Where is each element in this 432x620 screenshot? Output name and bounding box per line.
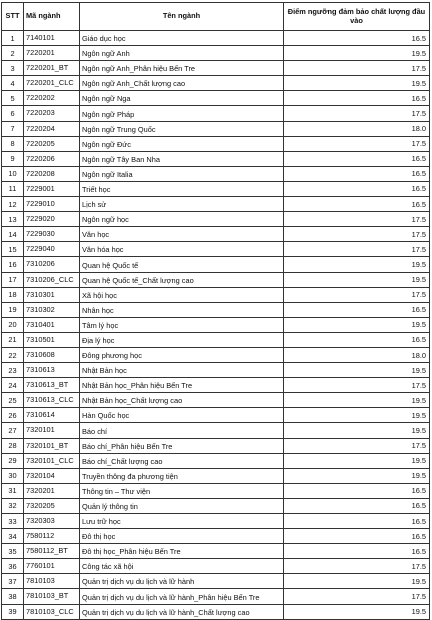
table-row <box>2 166 430 181</box>
cell-name: Thông tin – Thư viện <box>80 483 284 498</box>
cell-code: 7220202 <box>24 91 80 106</box>
table-row <box>2 46 430 61</box>
cell-code: 7220201_CLC <box>24 76 80 91</box>
cell-code: 7229001 <box>24 181 80 196</box>
cell-name: Báo chí_Phân hiệu Bến Tre <box>80 438 284 453</box>
cell-stt: 16 <box>2 257 24 272</box>
cell-stt: 38 <box>2 589 24 604</box>
table-row <box>2 529 430 544</box>
cell-score: 19.5 <box>284 76 430 91</box>
cell-score: 19.5 <box>284 604 430 619</box>
cell-score: 19.5 <box>284 408 430 423</box>
cell-score: 16.5 <box>284 544 430 559</box>
header-score: Điểm ngưỡng đảm bảo chất lượng đầu vào <box>284 3 430 31</box>
cell-stt: 31 <box>2 483 24 498</box>
table-row <box>2 151 430 166</box>
cell-stt: 9 <box>2 151 24 166</box>
cell-score: 16.5 <box>284 514 430 529</box>
cell-stt: 2 <box>2 46 24 61</box>
cell-code: 7220208 <box>24 166 80 181</box>
table-row <box>2 378 430 393</box>
cell-code: 7810103_BT <box>24 589 80 604</box>
header-stt: STT <box>2 3 24 31</box>
cell-code: 7140101 <box>24 31 80 46</box>
cell-name: Hàn Quốc học <box>80 408 284 423</box>
cell-score: 19.5 <box>284 393 430 408</box>
cell-stt: 22 <box>2 347 24 362</box>
cell-name: Ngôn ngữ Đức <box>80 136 284 151</box>
cell-stt: 12 <box>2 197 24 212</box>
table-row <box>2 514 430 529</box>
cell-code: 7320101 <box>24 423 80 438</box>
cell-stt: 13 <box>2 212 24 227</box>
table-row <box>2 257 430 272</box>
admission-score-table-container <box>1 2 429 620</box>
cell-stt: 25 <box>2 393 24 408</box>
cell-code: 7220205 <box>24 136 80 151</box>
cell-stt: 10 <box>2 166 24 181</box>
cell-stt: 5 <box>2 91 24 106</box>
cell-score: 16.5 <box>284 91 430 106</box>
cell-score: 19.5 <box>284 257 430 272</box>
table-row <box>2 574 430 589</box>
cell-score: 17.5 <box>284 136 430 151</box>
cell-name: Quản trị dịch vụ du lịch và lữ hành_Phân hiệu Bến Tre <box>80 589 284 604</box>
cell-name: Ngôn ngữ Italia <box>80 166 284 181</box>
cell-code: 7320101_CLC <box>24 453 80 468</box>
table-row <box>2 544 430 559</box>
cell-name: Nhật Bản học <box>80 363 284 378</box>
cell-name: Báo chí_Chất lượng cao <box>80 453 284 468</box>
table-header <box>2 3 430 31</box>
cell-name: Xã hội học <box>80 287 284 302</box>
cell-name: Quản trị dịch vụ du lịch và lữ hành_Chất lượng cao <box>80 604 284 619</box>
cell-code: 7810103 <box>24 574 80 589</box>
table-row <box>2 363 430 378</box>
cell-name: Đô thị học_Phân hiệu Bến Tre <box>80 544 284 559</box>
cell-name: Giáo dục học <box>80 31 284 46</box>
cell-stt: 28 <box>2 438 24 453</box>
cell-stt: 21 <box>2 332 24 347</box>
cell-name: Đông phương học <box>80 347 284 362</box>
cell-stt: 8 <box>2 136 24 151</box>
table-row <box>2 136 430 151</box>
cell-score: 18.0 <box>284 347 430 362</box>
cell-score: 19.5 <box>284 317 430 332</box>
cell-name: Ngôn ngữ Anh <box>80 46 284 61</box>
cell-name: Quan hệ Quốc tế_Chất lượng cao <box>80 272 284 287</box>
cell-stt: 4 <box>2 76 24 91</box>
cell-code: 7320104 <box>24 468 80 483</box>
table-row <box>2 76 430 91</box>
cell-score: 19.5 <box>284 363 430 378</box>
cell-stt: 14 <box>2 227 24 242</box>
table-row <box>2 408 430 423</box>
cell-code: 7229030 <box>24 227 80 242</box>
table-row <box>2 423 430 438</box>
table-row <box>2 227 430 242</box>
cell-code: 7310206 <box>24 257 80 272</box>
table-row <box>2 121 430 136</box>
cell-stt: 17 <box>2 272 24 287</box>
header-name: Tên ngành <box>80 3 284 31</box>
cell-code: 7310301 <box>24 287 80 302</box>
table-row <box>2 61 430 76</box>
cell-score: 16.5 <box>284 181 430 196</box>
cell-name: Địa lý học <box>80 332 284 347</box>
cell-code: 7310613_CLC <box>24 393 80 408</box>
cell-code: 7310206_CLC <box>24 272 80 287</box>
table-row <box>2 302 430 317</box>
cell-stt: 29 <box>2 453 24 468</box>
cell-code: 7220201_BT <box>24 61 80 76</box>
table-row <box>2 559 430 574</box>
cell-score: 16.5 <box>284 166 430 181</box>
cell-code: 7220203 <box>24 106 80 121</box>
cell-score: 17.5 <box>284 589 430 604</box>
cell-score: 16.5 <box>284 151 430 166</box>
cell-name: Ngôn ngữ Nga <box>80 91 284 106</box>
cell-score: 17.5 <box>284 559 430 574</box>
table-row <box>2 287 430 302</box>
cell-name: Triết học <box>80 181 284 196</box>
table-row <box>2 317 430 332</box>
table-row <box>2 347 430 362</box>
table-row <box>2 31 430 46</box>
cell-code: 7229010 <box>24 197 80 212</box>
cell-stt: 7 <box>2 121 24 136</box>
cell-stt: 37 <box>2 574 24 589</box>
cell-score: 17.5 <box>284 287 430 302</box>
table-row <box>2 106 430 121</box>
header-row <box>2 3 430 31</box>
cell-score: 19.5 <box>284 423 430 438</box>
cell-name: Công tác xã hội <box>80 559 284 574</box>
table-row <box>2 468 430 483</box>
cell-code: 7320303 <box>24 514 80 529</box>
cell-name: Ngôn ngữ Pháp <box>80 106 284 121</box>
cell-score: 17.5 <box>284 438 430 453</box>
table-row <box>2 453 430 468</box>
cell-code: 7310614 <box>24 408 80 423</box>
cell-stt: 6 <box>2 106 24 121</box>
cell-score: 16.5 <box>284 498 430 513</box>
header-code: Mã ngành <box>24 3 80 31</box>
cell-code: 7310613 <box>24 363 80 378</box>
cell-score: 17.5 <box>284 227 430 242</box>
cell-stt: 27 <box>2 423 24 438</box>
cell-score: 19.5 <box>284 574 430 589</box>
cell-score: 18.0 <box>284 121 430 136</box>
cell-stt: 30 <box>2 468 24 483</box>
cell-code: 7810103_CLC <box>24 604 80 619</box>
cell-score: 16.5 <box>284 529 430 544</box>
cell-code: 7320201 <box>24 483 80 498</box>
cell-score: 19.5 <box>284 468 430 483</box>
table-row <box>2 589 430 604</box>
cell-stt: 34 <box>2 529 24 544</box>
cell-name: Ngôn ngữ Tây Ban Nha <box>80 151 284 166</box>
cell-stt: 33 <box>2 514 24 529</box>
cell-score: 16.5 <box>284 197 430 212</box>
cell-score: 19.5 <box>284 453 430 468</box>
table-row <box>2 604 430 619</box>
table-row <box>2 181 430 196</box>
cell-stt: 1 <box>2 31 24 46</box>
cell-score: 17.5 <box>284 61 430 76</box>
cell-score: 19.5 <box>284 46 430 61</box>
cell-score: 19.5 <box>284 272 430 287</box>
cell-score: 16.5 <box>284 302 430 317</box>
cell-stt: 36 <box>2 559 24 574</box>
cell-code: 7760101 <box>24 559 80 574</box>
cell-stt: 18 <box>2 287 24 302</box>
admission-score-table <box>1 2 430 620</box>
cell-code: 7310501 <box>24 332 80 347</box>
cell-score: 17.5 <box>284 212 430 227</box>
table-row <box>2 483 430 498</box>
cell-score: 17.5 <box>284 378 430 393</box>
cell-code: 7580112 <box>24 529 80 544</box>
cell-code: 7220201 <box>24 46 80 61</box>
cell-name: Văn học <box>80 227 284 242</box>
cell-code: 7310302 <box>24 302 80 317</box>
cell-code: 7220204 <box>24 121 80 136</box>
cell-stt: 32 <box>2 498 24 513</box>
table-row <box>2 242 430 257</box>
cell-code: 7229020 <box>24 212 80 227</box>
table-row <box>2 212 430 227</box>
cell-score: 17.5 <box>284 106 430 121</box>
cell-name: Ngôn ngữ Anh_Chất lượng cao <box>80 76 284 91</box>
cell-stt: 23 <box>2 363 24 378</box>
cell-name: Quản lý thông tin <box>80 498 284 513</box>
table-body <box>2 31 430 620</box>
cell-name: Tâm lý học <box>80 317 284 332</box>
cell-name: Lịch sử <box>80 197 284 212</box>
cell-stt: 26 <box>2 408 24 423</box>
cell-code: 7229040 <box>24 242 80 257</box>
cell-code: 7580112_BT <box>24 544 80 559</box>
cell-name: Văn hóa học <box>80 242 284 257</box>
cell-stt: 19 <box>2 302 24 317</box>
cell-stt: 35 <box>2 544 24 559</box>
cell-name: Lưu trữ học <box>80 514 284 529</box>
cell-stt: 24 <box>2 378 24 393</box>
cell-stt: 39 <box>2 604 24 619</box>
cell-stt: 3 <box>2 61 24 76</box>
cell-code: 7310613_BT <box>24 378 80 393</box>
cell-name: Ngôn ngữ Anh_Phân hiệu Bến Tre <box>80 61 284 76</box>
cell-code: 7310608 <box>24 347 80 362</box>
cell-name: Ngôn ngữ học <box>80 212 284 227</box>
cell-stt: 15 <box>2 242 24 257</box>
cell-code: 7320101_BT <box>24 438 80 453</box>
table-row <box>2 272 430 287</box>
cell-stt: 11 <box>2 181 24 196</box>
table-row <box>2 332 430 347</box>
cell-name: Nhật Bản học_Chất lượng cao <box>80 393 284 408</box>
cell-name: Quan hệ Quốc tế <box>80 257 284 272</box>
cell-score: 16.5 <box>284 483 430 498</box>
table-row <box>2 197 430 212</box>
cell-name: Đô thị học <box>80 529 284 544</box>
cell-name: Nhật Bản học_Phân hiệu Bến Tre <box>80 378 284 393</box>
table-row <box>2 393 430 408</box>
cell-name: Truyền thông đa phương tiện <box>80 468 284 483</box>
cell-score: 16.5 <box>284 332 430 347</box>
cell-score: 17.5 <box>284 242 430 257</box>
table-row <box>2 91 430 106</box>
table-row <box>2 498 430 513</box>
cell-code: 7310401 <box>24 317 80 332</box>
cell-code: 7320205 <box>24 498 80 513</box>
cell-code: 7220206 <box>24 151 80 166</box>
cell-score: 16.5 <box>284 31 430 46</box>
table-row <box>2 438 430 453</box>
cell-name: Ngôn ngữ Trung Quốc <box>80 121 284 136</box>
cell-name: Báo chí <box>80 423 284 438</box>
cell-stt: 20 <box>2 317 24 332</box>
cell-name: Quản trị dịch vụ du lịch và lữ hành <box>80 574 284 589</box>
cell-name: Nhân học <box>80 302 284 317</box>
